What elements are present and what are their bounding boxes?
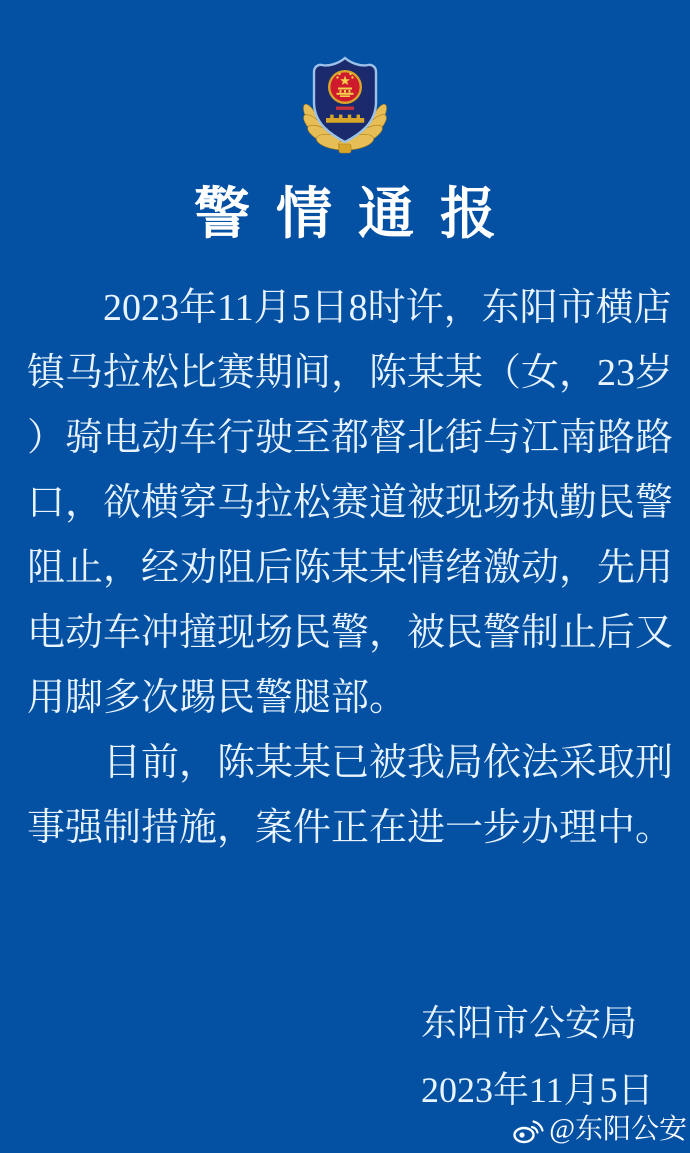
body-line: 电动车冲撞现场民警，被民警制止后又 (27, 612, 674, 654)
body-line: 阻止，经劝阻后陈某某情绪激动，先用 (27, 547, 674, 589)
signature-date: 2023年11月5日 (421, 1070, 654, 1110)
notice-title: 警情通报 (194, 184, 522, 246)
body-line: 目前，陈某某已被我局依法采取刑 (103, 742, 674, 784)
body-line: 2023年11月5日8时许，东阳市横店 (103, 287, 672, 329)
body-line: 口，欲横穿马拉松赛道被现场执勤民警 (27, 482, 674, 524)
weibo-watermark (512, 1114, 687, 1146)
wreath-knot (339, 144, 351, 153)
body-line: ）骑电动车行驶至都督北街与江南路路 (27, 417, 674, 459)
police-badge (296, 54, 394, 160)
shield-band (336, 107, 354, 110)
weibo-handle: @东阳公安 (549, 1114, 687, 1145)
signature-block (421, 990, 654, 1124)
signature-agency: 东阳市公安局 (421, 1003, 638, 1043)
body-line: 用脚多次踢民警腿部。 (27, 677, 408, 719)
body-line: 事强制措施，案件正在进一步办理中。 (27, 807, 674, 849)
body-line: 镇马拉松比赛期间，陈某某（女，23岁 (27, 352, 674, 394)
weibo-icon (512, 1117, 544, 1144)
notice-body (27, 276, 680, 861)
police-emblem-icon (296, 54, 394, 160)
